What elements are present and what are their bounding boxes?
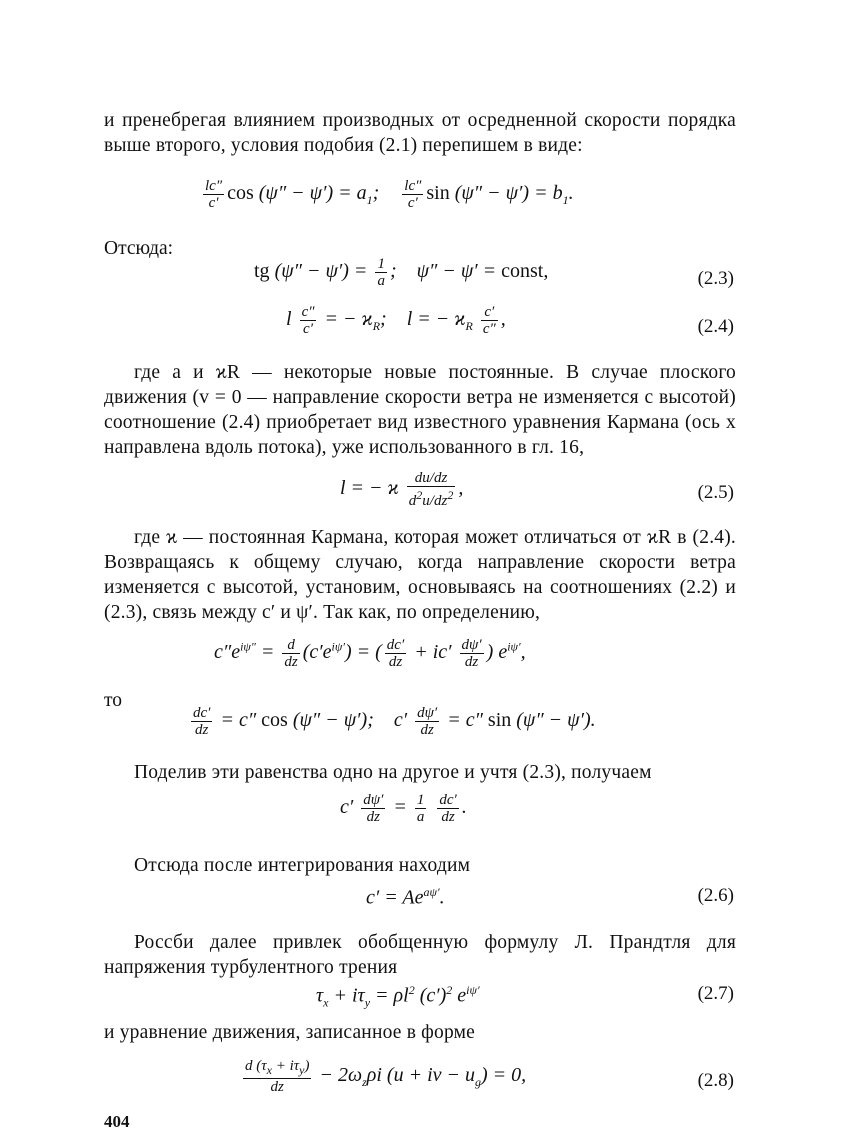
equation-2-4: l $\frac{c''}{c'}$ = − $ϰ_R$; l = − $ϰ_R$ $\frac{c'}{c''}$ , [286,304,506,337]
label-to: то [104,690,123,711]
paragraph-motion: и уравнение движения, записанное в форме [104,1022,476,1043]
equation-number-2-3: (2.3) [697,268,734,289]
equation-2-7: $\tau_x + i\tau_y = \rho l^2$ $(c')^2$ $e^{i\psi'}$ [316,983,480,1010]
paragraph-rossby: Россби далее привлек обобщенную формулу Л. Прандтля для напряжения турбулентного трения [104,932,736,978]
label-otsyuda: Отсюда: [104,238,174,259]
paragraph-integration: Отсюда после интегрирования находим [134,855,471,876]
equation-2-5: l = − ϰ $\frac{du/dz}{d^2u/dz^2}$ , [340,470,464,509]
page-number: 404 [104,1112,130,1131]
equation-ratio: c′ $\frac{d\psi'}{dz}$ = $\frac{1}{a}$ $\frac{dc'}{dz}$ . [340,792,467,825]
paragraph-intro: и пренебрегая влиянием производных от осредненной скорости порядка выше второго, условия подобия (2.1) перепишем в виде: [104,110,736,156]
paragraph-karman-constant: где ϰ — постоянная Кармана, которая может отличаться от ϰR в (2.4). Возвращаясь к общему случаю, когда направление скорости ветра изменяется с высотой, установим, основываясь на соотношениях (2.2) и (2.3), связь между c′ и ψ′. Так как, по определению, [104,527,736,623]
equation-2-3: tg (ψ″ − ψ′) = $\frac{1}{a}$ ; ψ″ − ψ′ = const, [254,256,549,289]
equation-components: $\frac{dc'}{dz}$ = c″ cos (ψ″ − ψ′); c′ $\frac{d\psi'}{dz}$ = c″ sin (ψ″ − ψ′). [193,705,596,738]
equation-number-2-4: (2.4) [697,316,734,337]
paragraph-divide: Поделив эти равенства одно на другое и учтя (2.3), получаем [134,762,652,783]
equation-similarity: $\frac{lc''}{c'}$ $\cos (\psi'' - \psi') = a_1$; $\frac{lc''}{c'}$ $\sin (\psi'' - \psi') = b_1$. [205,178,574,211]
equation-definition: $c''e^{i\psi''}$ = $\frac{d}{dz}$ $(c'e^{i\psi'})$ = ( $\frac{dc'}{dz}$ + ic′ $\frac{d\psi'}{dz}$ ) $e^{i\psi'}$, [214,637,526,670]
equation-2-8: d $(\tau_x + i\tau_y)$ dz − $2\omega_z\rho i$ (u + iv − $u_g) = 0$, [245,1058,527,1095]
equation-number-2-8: (2.8) [697,1070,734,1091]
equation-number-2-6: (2.6) [697,885,734,906]
paragraph-karman-intro: где a и ϰR — некоторые новые постоянные. В случае плоского движения (v = 0 — направление скорости ветра не изменяется с высотой) соотношение (2.4) приобретает вид известного уравнения Кармана (ось x направлена вдоль потока), уже использованного в гл. 16, [104,362,736,458]
equation-number-2-7: (2.7) [697,983,734,1004]
equation-number-2-5: (2.5) [697,482,734,503]
equation-2-6: $c' = Ae^{a\psi'}$. [366,885,445,909]
